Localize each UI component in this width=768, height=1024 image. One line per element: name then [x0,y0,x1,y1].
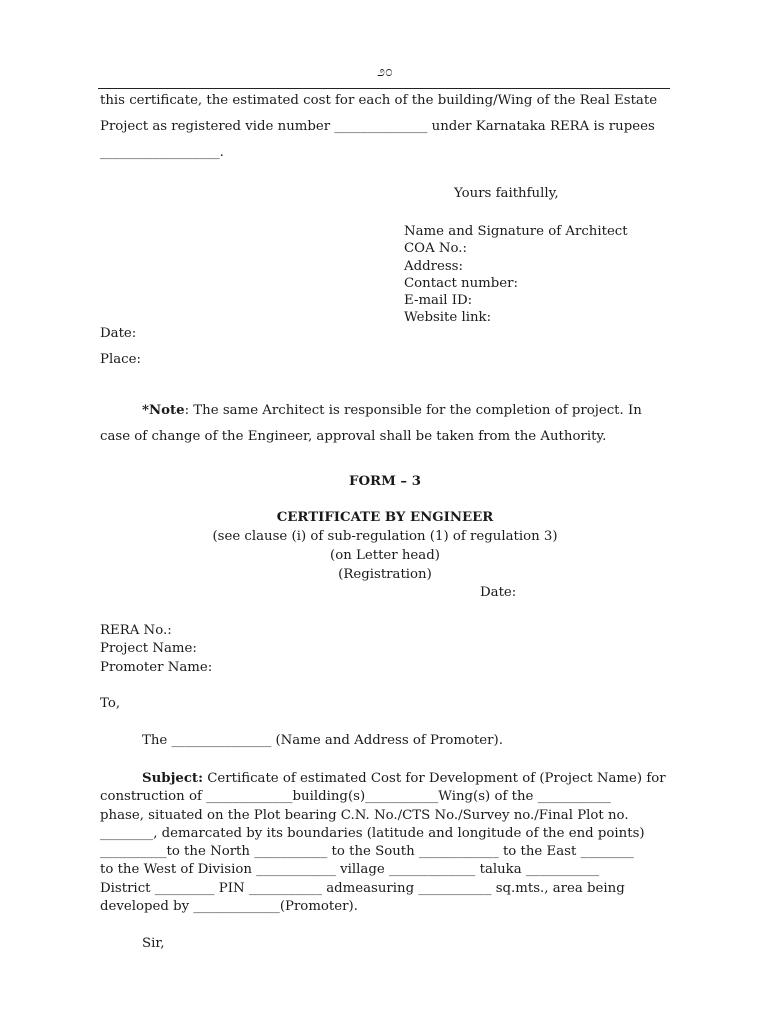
subject-line [100,770,670,788]
top-paragraph-line: __________________. [100,145,224,160]
signature-coa: COA No.: [404,241,468,257]
form-letterhead: (on Letter head) [330,548,440,563]
rera-number-label: RERA No.: [100,623,172,638]
subject-line: District _________ PIN ___________ admeasuring ___________ sq.mts., area being [100,880,625,896]
subject-line: phase, situated on the Plot bearing C.N. No./CTS No./Survey no./Final Plot no. [100,807,629,823]
form-date-label: Date: [480,585,517,600]
subject-text: Certificate of estimated Cost for Development of (Project Name) for [203,771,666,786]
place-label: Place: [100,352,141,367]
promoter-name-label: Promoter Name: [100,659,213,675]
signature-address: Address: [404,258,463,274]
document-page [100,0,670,1024]
subject-label: Subject: [142,771,203,786]
form-heading: CERTIFICATE BY ENGINEER [276,510,494,525]
project-fields [100,622,212,677]
closing-text: Yours faithfully, [454,186,559,201]
note-label: *Note [142,403,185,418]
signature-website: Website link: [404,310,492,326]
form-subheading: (see clause (i) of sub-regulation (1) of regulation 3) [212,529,558,544]
signature-block [404,223,628,327]
subject-line: developed by _____________(Promoter). [100,899,358,915]
subject-line: __________to the North ___________ to the South ____________ to the East ________ [100,844,634,860]
top-paragraph-line: this certificate, the estimated cost for each of the building/Wing of the Real Estate [100,93,658,108]
top-paragraph-line: Project as registered vide number ______________ under Karnataka RERA is rupees [100,119,655,134]
note-text: : The same Architect is responsible for the completion of project. In [184,403,642,418]
subject-line: ________, demarcated by its boundaries (latitude and longitude of the end points) [100,825,645,841]
page-number: ೨೦ [377,64,393,80]
note-line [100,398,670,424]
form-title: FORM – 3 [349,474,421,489]
signature-name: Name and Signature of Architect [404,224,628,239]
form-registration: (Registration) [338,567,432,582]
subject-paragraph [100,770,670,916]
signature-email: E-mail ID: [404,293,473,309]
to-label: To, [100,696,121,711]
note-paragraph [100,398,670,450]
subject-line: to the West of Division ____________ village _____________ taluka ___________ [100,862,600,878]
addressee-line: The _______________ (Name and Address of Promoter). [142,733,503,748]
note-line: case of change of the Engineer, approval shall be taken from the Authority. [100,429,607,444]
signature-contact: Contact number: [404,275,518,291]
salutation: Sir, [142,936,165,951]
date-label: Date: [100,326,137,341]
project-name-label: Project Name: [100,641,197,657]
subject-line: construction of _____________building(s)___________Wing(s) of the ___________ [100,789,611,805]
top-paragraph [100,88,670,166]
